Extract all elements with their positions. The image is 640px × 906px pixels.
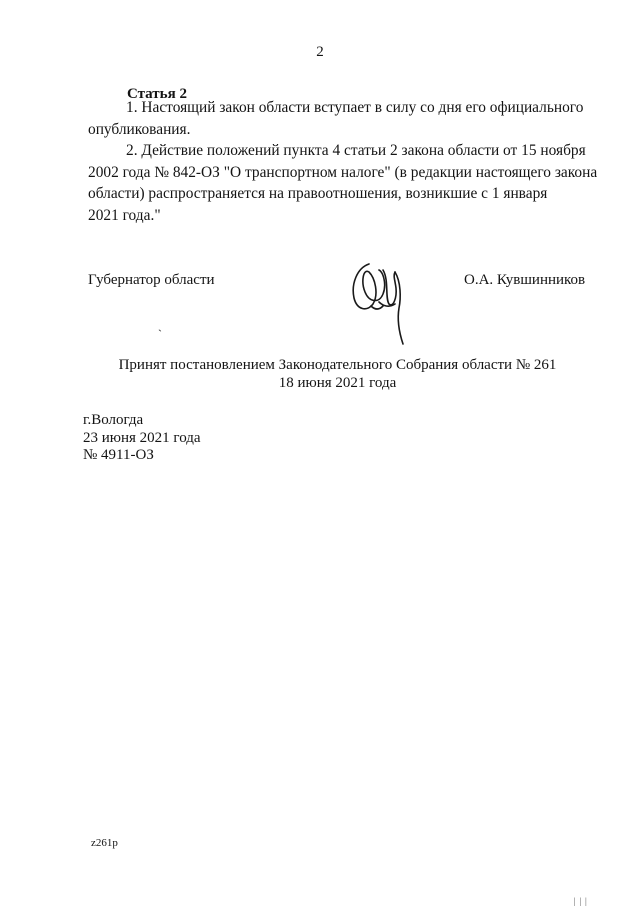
article-body bbox=[88, 97, 598, 226]
signing-date: 23 июня 2021 года bbox=[83, 430, 201, 446]
city: г.Вологда bbox=[83, 412, 144, 428]
paragraph-2-line-2: 2002 года № 842-ОЗ "О транспортном налоге" (в редакции настоящего закона bbox=[88, 163, 598, 181]
stray-mark: ˎ bbox=[158, 318, 162, 332]
paragraph-1-line-1: 1. Настоящий закон области вступает в силу со дня его официального bbox=[126, 99, 584, 116]
footer-code: z261p bbox=[91, 837, 118, 849]
paragraph-1-line-2: опубликования. bbox=[88, 120, 191, 138]
corner-mark: | | | bbox=[571, 896, 588, 906]
paragraph-2-line-4: 2021 года." bbox=[88, 206, 161, 224]
paragraph-2-line-1: 2. Действие положений пункта 4 статьи 2 закона области от 15 ноября bbox=[126, 142, 586, 159]
page-number: 2 bbox=[316, 44, 324, 60]
article-heading: Статья 2 bbox=[127, 86, 187, 102]
signer-title: Губернатор области bbox=[88, 272, 215, 288]
adoption-line-2: 18 июня 2021 года bbox=[278, 375, 397, 391]
law-number: № 4911-ОЗ bbox=[83, 447, 154, 463]
handwritten-signature bbox=[349, 258, 413, 348]
signer-name: О.А. Кувшинников bbox=[464, 272, 586, 288]
paragraph-2-line-3: области) распространяется на правоотношения, возникшие с 1 января bbox=[88, 185, 548, 202]
adoption-line-1: Принят постановлением Законодательного Собрания области № 261 bbox=[118, 357, 557, 373]
